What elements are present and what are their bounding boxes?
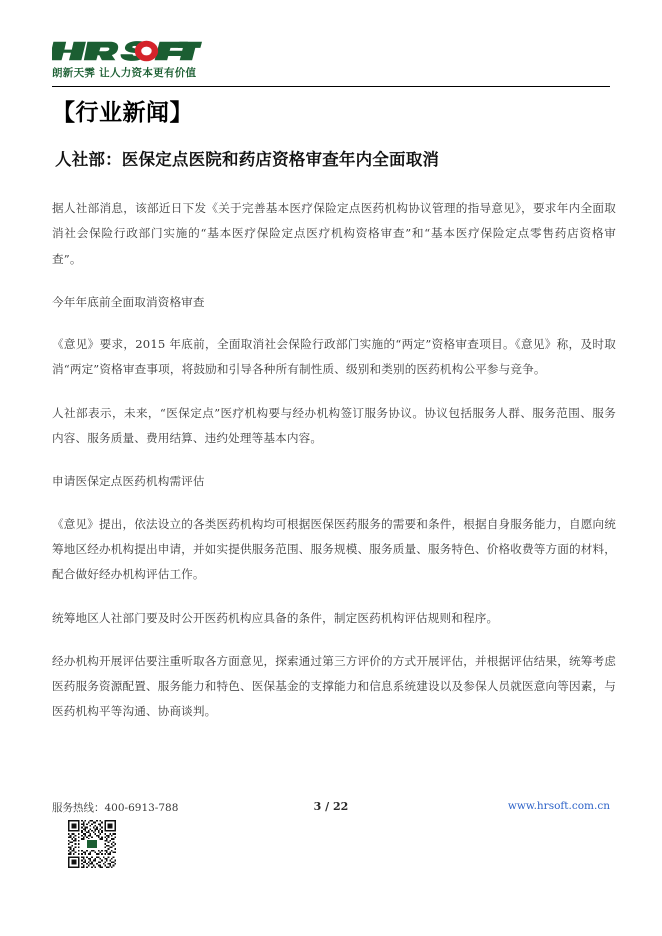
paragraph: 据人社部消息，该部近日下发《关于完善基本医疗保险定点医药机构协议管理的指导意见》，要求年内全面取消社会保险行政部门实施的“基本医疗保险定点医疗机构资格审查”和“基本医疗保险定点零售药店资格审查”。 xyxy=(52,201,616,266)
page-footer xyxy=(52,800,610,820)
paragraph: 人社部表示，未来，“医保定点”医疗机构要与经办机构签订服务协议。协议包括服务人群、服务范围、服务内容、服务质量、费用结算、违约处理等基本内容。 xyxy=(52,405,616,446)
header-divider xyxy=(52,86,610,87)
paragraph: 《意见》提出，依法设立的各类医药机构均可根据医保医药服务的需要和条件，根据自身服务能力，自愿向统筹地区经办机构提出申请，并如实提供服务范围、服务规模、服务质量、服务特色、价格收费等方面的材料，配合做好经办机构评估工作。 xyxy=(52,516,616,582)
page-number: 3 / 22 xyxy=(313,800,349,813)
footer-hotline: 服务热线：400-6913-788 xyxy=(52,802,179,814)
page-header xyxy=(0,0,662,92)
paragraph: 经办机构开展评估要注重听取各方面意见，探索通过第三方评价的方式开展评估，并根据评估结果，统筹考虑医药服务资源配置、服务能力和特色、医保基金的支撑能力和信息系统建设以及参保人员就医意向等因素，与医药机构平等沟通、协商谈判。 xyxy=(52,653,616,719)
paragraph-subheading: 申请医保定点医药机构需评估 xyxy=(52,474,205,489)
article-title: 人社部：医保定点医院和药店资格审查年内全面取消 xyxy=(55,150,440,169)
paragraph: 统筹地区人社部门要及时公开医药机构应具备的条件，制定医药机构评估规则和程序。 xyxy=(52,610,499,625)
footer-website-link[interactable]: www.hrsoft.com.cn xyxy=(507,800,610,812)
hrsoft-wordmark-icon xyxy=(52,36,202,66)
qr-code-icon xyxy=(68,820,116,868)
brand-logo xyxy=(52,36,262,80)
paragraph: 《意见》要求，2015 年底前，全面取消社会保险行政部门实施的“两定”资格审查项目。《意见》称，及时取消“两定”资格审查事项，将鼓励和引导各种所有制性质、级别和类别的医药机构公平参与竞争。 xyxy=(52,337,616,377)
qr-code xyxy=(68,820,116,868)
article-body xyxy=(52,196,616,743)
section-title: 【行业新闻】 xyxy=(52,99,193,126)
paragraph-subheading: 今年年底前全面取消资格审查 xyxy=(52,294,205,309)
footer-divider xyxy=(52,791,610,792)
brand-tagline: 朗新天霁 让人力资本更有价值 xyxy=(52,67,197,79)
